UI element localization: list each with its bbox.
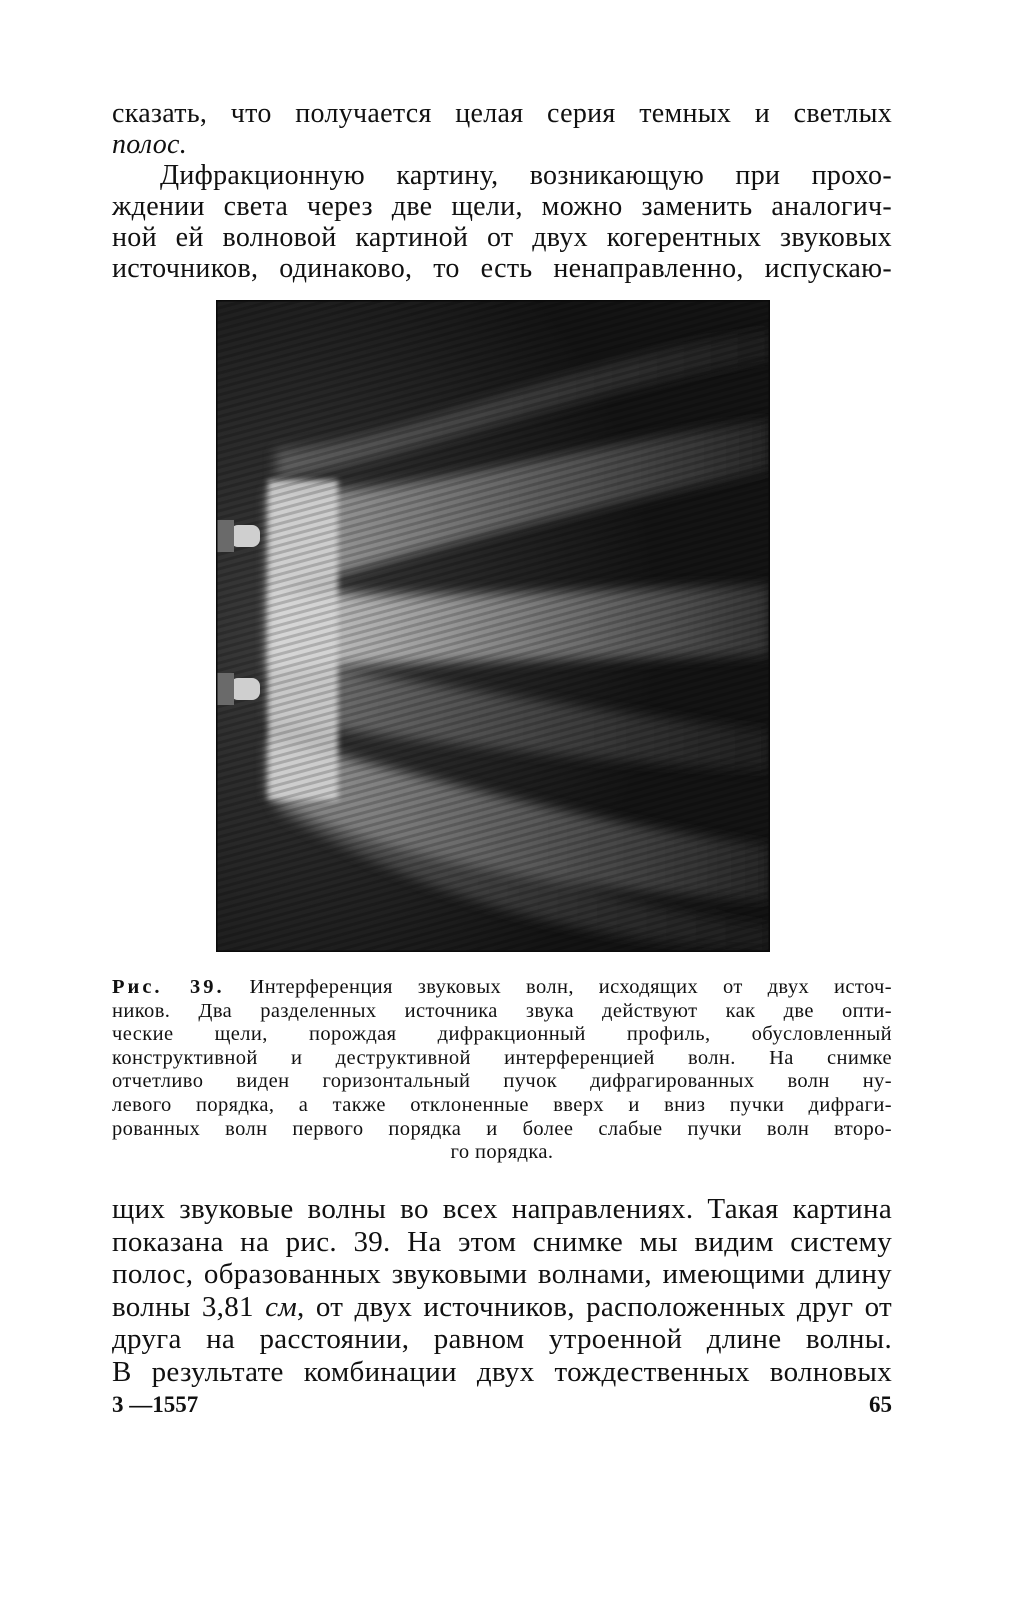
unit-cm: см [265,1290,298,1323]
text-line [112,1291,892,1324]
text-line: ной ей волновой картиной от двух когерентных звуковых [112,222,892,253]
signature-mark: 3 —1557 [112,1392,199,1417]
text-line: В результате комбинации двух тождественных волновых [112,1355,892,1388]
text-line: показана на рис. 39. На этом снимке мы видим систему [112,1225,892,1258]
top-paragraphs [112,98,892,284]
caption-line [112,976,892,1000]
caption-line: рованных волн первого порядка и более слабые пучки волн второ- [112,1117,892,1140]
caption-line: ников. Два разделенных источника звука действуют как две опти- [112,999,892,1022]
text-line: щих звуковые волны во всех направлениях. Такая картина [112,1193,892,1225]
figure-label: Рис. 39. [112,976,225,998]
text-line: сказать, что получается целая серия темных и светлых [112,98,892,129]
text-line: полос, образованных звуковыми волнами, имеющими длину [112,1258,892,1290]
text-fragment: волны 3,81 [112,1290,254,1323]
text-line: Дифракционную картину, возникающую при прохо- [160,160,892,191]
bottom-paragraph [112,1193,892,1388]
interference-photo [216,300,770,952]
caption-line: отчетливо виден горизонтальный пучок дифрагированных волн ну- [112,1070,892,1093]
caption-line: го порядка. [450,1141,554,1164]
text-line: друга на расстоянии, равном утроенной длине волны. [112,1323,892,1355]
text-line: источников, одинаково, то есть ненаправленно, испускаю- [112,253,892,284]
text-line: ждении света через две щели, можно заменить аналогич- [112,191,892,222]
caption-line: левого порядка, а также отклоненные вверх и вниз пучки дифраги- [112,1093,892,1116]
page-number: 65 [869,1392,892,1417]
text-line: полос. [112,129,188,160]
caption-text: Интерференция звуковых волн, исходящих от двух источ- [249,976,892,998]
figure-caption [112,976,892,1165]
interference-photo-drawing [216,300,770,952]
text-fragment: , от двух источников, расположенных друг от [297,1290,893,1323]
caption-line: конструктивной и деструктивной интерференцией волн. На снимке [112,1046,892,1069]
caption-line: ческие щели, порождая дифракционный профиль, обусловленный [112,1023,892,1046]
